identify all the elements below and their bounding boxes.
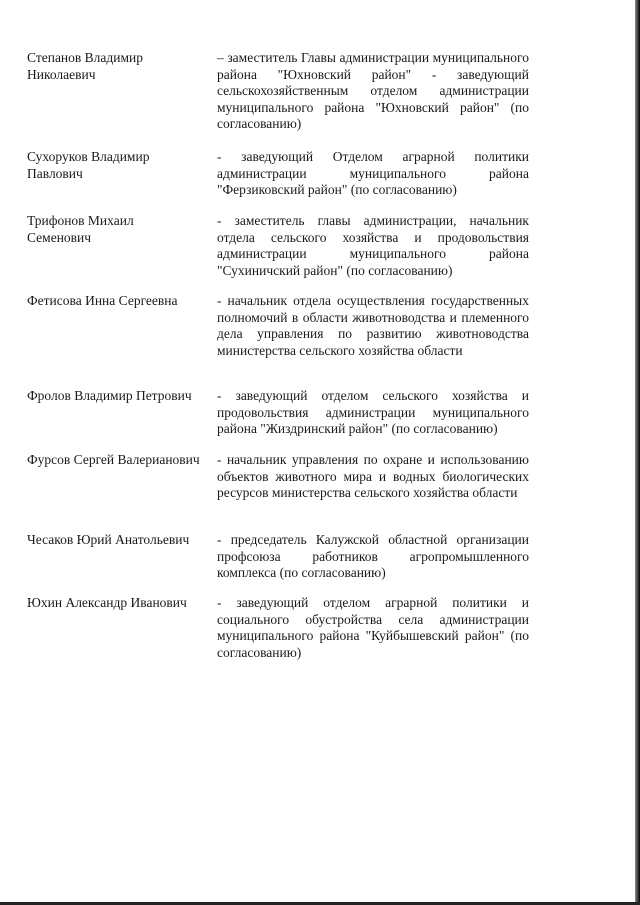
member-name: Сухоруков Владимир Павлович	[27, 149, 150, 181]
member-name: Чесаков Юрий Анатольевич	[27, 532, 190, 547]
member-position: - начальник управления по охране и использованию объектов животного мира и водных биологических ресурсов министерства сельского хозяйства области	[217, 452, 529, 500]
member-position: - заместитель главы администрации, начальник отдела сельского хозяйства и продовольствия администрации муниципального района "Сухиничский район" (по согласованию)	[217, 213, 529, 278]
member-position: - заведующий отделом сельского хозяйства и продовольствия администрации муниципального района "Жиздринский район" (по согласованию)	[217, 388, 529, 436]
member-name: Фролов Владимир Петрович	[27, 388, 192, 403]
member-name: Степанов Владимир Николаевич	[27, 50, 144, 82]
member-name: Фетисова Инна Сергеевна	[27, 293, 178, 308]
scan-shadow-edge	[635, 0, 640, 905]
member-position: - председатель Калужской областной организации профсоюза работников агропромышленного комплекса (по согласованию)	[217, 532, 529, 580]
member-position: - заведующий Отделом аграрной политики администрации муниципального района "Ферзиковский район" (по согласованию)	[217, 149, 529, 197]
member-name: Фурсов Сергей Валерианович	[27, 452, 200, 467]
member-position: - начальник отдела осуществления государственных полномочий в области животноводства и племенного дела управления по развитию животноводства министерства сельского хозяйства области	[217, 293, 529, 358]
member-name: Юхин Александр Иванович	[27, 595, 187, 610]
member-position: - заведующий отделом аграрной политики и социального обустройства села администрации муниципального района "Куйбышевский район" (по согласованию)	[217, 595, 529, 660]
member-name: Трифонов Михаил Семенович	[27, 213, 134, 245]
member-position: – заместитель Главы администрации муниципального района "Юхновский район" - заведующий сельскохозяйственным отделом администрации муниципального района "Юхновский район" (по согласованию)	[217, 50, 529, 131]
